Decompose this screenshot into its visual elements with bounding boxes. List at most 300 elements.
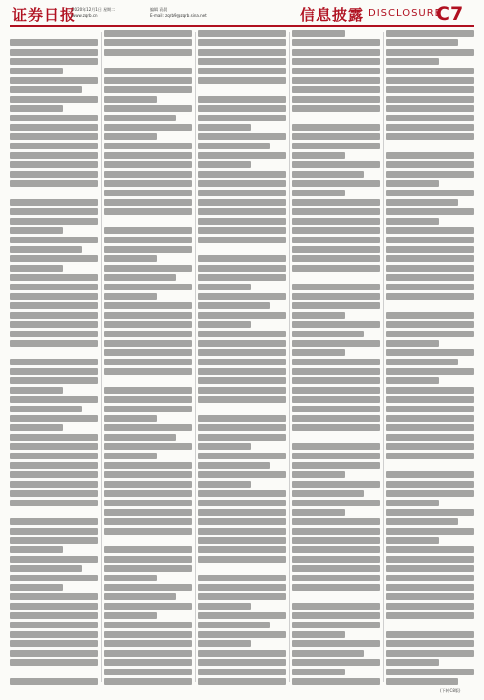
text-line (386, 528, 474, 535)
text-line (292, 471, 345, 478)
text-line (10, 274, 98, 281)
text-line (198, 77, 286, 84)
text-line (10, 143, 98, 150)
text-line (198, 340, 286, 347)
text-line (292, 368, 380, 375)
text-line (386, 246, 474, 253)
text-line (104, 396, 192, 403)
text-line (386, 77, 474, 84)
text-line (292, 406, 380, 413)
text-line (386, 565, 474, 572)
text-line (386, 105, 474, 112)
text-line (386, 659, 439, 666)
text-line (198, 575, 286, 582)
text-line (292, 68, 380, 75)
text-line (292, 575, 380, 582)
text-line (386, 302, 474, 309)
text-line (10, 434, 98, 441)
text-line (10, 490, 98, 497)
text-line (292, 500, 380, 507)
text-line (10, 518, 98, 525)
issue-date: 2020年12月1日 星期二 (72, 7, 116, 12)
text-line (10, 537, 98, 544)
text-line (104, 133, 157, 140)
text-line (104, 190, 192, 197)
text-line (198, 622, 270, 629)
text-line (292, 255, 380, 262)
text-line (104, 490, 192, 497)
text-line (104, 678, 192, 685)
text-line (292, 443, 380, 450)
text-line (386, 471, 474, 478)
text-line (386, 68, 474, 75)
text-column (198, 30, 286, 685)
text-line (104, 453, 157, 460)
text-line (10, 331, 98, 338)
text-line (198, 237, 286, 244)
column-divider (195, 32, 196, 682)
text-line (198, 265, 286, 272)
text-line (10, 208, 98, 215)
text-line (104, 171, 192, 178)
text-line (104, 650, 192, 657)
text-line (386, 133, 474, 140)
text-line (198, 161, 251, 168)
text-line (386, 509, 474, 516)
text-line (10, 471, 98, 478)
text-line (386, 331, 474, 338)
text-line (104, 593, 176, 600)
text-line (292, 180, 380, 187)
text-line (386, 124, 474, 131)
text-line (198, 274, 286, 281)
text-line (104, 96, 157, 103)
text-line (10, 133, 98, 140)
text-line (104, 349, 192, 356)
text-line (386, 58, 439, 65)
text-line (386, 208, 474, 215)
text-line (10, 227, 63, 234)
text-line (10, 528, 98, 535)
text-line (198, 39, 286, 46)
text-line (104, 77, 192, 84)
text-line (10, 161, 98, 168)
text-line (292, 312, 345, 319)
text-line (292, 415, 380, 422)
text-line (292, 218, 380, 225)
text-line (10, 453, 98, 460)
text-line (104, 68, 192, 75)
text-line (292, 509, 345, 516)
text-line (10, 246, 82, 253)
text-line (198, 115, 286, 122)
text-line (10, 481, 98, 488)
text-line (104, 124, 192, 131)
text-line (198, 471, 286, 478)
text-line (292, 293, 380, 300)
text-line (104, 180, 192, 187)
text-line (198, 406, 286, 413)
text-line (198, 331, 286, 338)
text-line (104, 368, 192, 375)
text-line (198, 302, 270, 309)
text-line (10, 546, 63, 553)
text-line (10, 293, 98, 300)
text-line (292, 124, 380, 131)
text-line (10, 39, 98, 46)
text-line (292, 584, 380, 591)
text-line (292, 105, 380, 112)
text-line (292, 265, 380, 272)
text-line (292, 518, 380, 525)
text-line (292, 603, 380, 610)
text-line (10, 612, 98, 619)
text-line (10, 115, 98, 122)
text-line (292, 612, 380, 619)
text-line (104, 331, 192, 338)
text-line (292, 669, 345, 676)
text-line (10, 68, 63, 75)
text-line (10, 58, 98, 65)
text-line (104, 387, 192, 394)
text-line (104, 284, 192, 291)
text-line (104, 415, 157, 422)
text-line (292, 152, 345, 159)
text-line (198, 321, 251, 328)
text-line (10, 218, 98, 225)
text-line (10, 500, 98, 507)
text-line (10, 124, 98, 131)
text-line (104, 528, 192, 535)
text-line (104, 631, 192, 638)
text-line (292, 556, 380, 563)
text-line (198, 133, 286, 140)
text-line (10, 96, 98, 103)
text-line (10, 424, 63, 431)
text-line (198, 359, 286, 366)
text-line (198, 434, 286, 441)
text-line (10, 593, 98, 600)
text-line (104, 612, 157, 619)
text-line (386, 86, 474, 93)
text-line (198, 368, 286, 375)
text-line (292, 659, 380, 666)
text-line (10, 415, 98, 422)
text-line (104, 218, 192, 225)
text-line (292, 490, 364, 497)
text-line (104, 622, 192, 629)
text-line (10, 86, 82, 93)
text-line (104, 669, 192, 676)
text-line (386, 115, 474, 122)
text-line (104, 575, 157, 582)
text-line (386, 199, 458, 206)
text-line (10, 105, 63, 112)
text-line (10, 631, 98, 638)
text-line (198, 284, 251, 291)
text-line (386, 603, 474, 610)
text-line (10, 584, 63, 591)
text-line (386, 255, 474, 262)
text-line (104, 312, 192, 319)
text-line (198, 68, 286, 75)
text-line (386, 481, 474, 488)
continued-note: (下转C8版) (440, 688, 461, 693)
text-line (386, 349, 474, 356)
text-line (386, 424, 474, 431)
text-line (198, 659, 286, 666)
text-line (386, 415, 474, 422)
text-line (386, 377, 439, 384)
text-line (386, 640, 474, 647)
text-line (198, 462, 270, 469)
text-line (386, 443, 474, 450)
text-line (386, 143, 474, 150)
text-line (198, 453, 286, 460)
text-line (10, 340, 98, 347)
text-line (198, 387, 286, 394)
text-line (292, 631, 345, 638)
text-line (386, 30, 474, 37)
text-line (104, 518, 192, 525)
text-line (198, 584, 286, 591)
text-line (198, 86, 286, 93)
text-line (292, 481, 380, 488)
text-line (386, 227, 474, 234)
text-line (292, 171, 364, 178)
text-line (10, 359, 98, 366)
text-line (292, 115, 380, 122)
text-line (10, 30, 98, 37)
text-line (292, 237, 380, 244)
text-line (104, 406, 192, 413)
text-line (386, 274, 474, 281)
text-line (292, 274, 380, 281)
text-line (198, 603, 251, 610)
text-line (198, 490, 286, 497)
text-line (198, 537, 286, 544)
text-line (198, 396, 286, 403)
text-line (386, 396, 474, 403)
text-line (10, 443, 98, 450)
text-line (198, 30, 286, 37)
text-line (386, 312, 474, 319)
text-line (198, 180, 286, 187)
text-line (104, 208, 192, 215)
text-line (386, 321, 474, 328)
text-line (10, 180, 98, 187)
article-columns (10, 30, 474, 685)
text-line (386, 406, 474, 413)
text-line (104, 199, 192, 206)
text-line (10, 556, 98, 563)
text-line (292, 377, 380, 384)
text-line (104, 237, 192, 244)
text-line (198, 124, 251, 131)
text-line (386, 490, 474, 497)
text-line (386, 190, 474, 197)
text-line (10, 669, 98, 676)
text-line (292, 453, 380, 460)
text-line (198, 650, 286, 657)
text-line (104, 359, 192, 366)
text-line (10, 575, 98, 582)
text-line (386, 462, 474, 469)
text-line (386, 387, 474, 394)
text-line (292, 387, 380, 394)
column-divider (383, 32, 384, 682)
text-line (104, 152, 192, 159)
text-line (10, 302, 98, 309)
text-line (104, 377, 192, 384)
text-line (104, 255, 157, 262)
text-line (292, 537, 380, 544)
text-line (104, 246, 192, 253)
text-line (386, 96, 474, 103)
text-line (198, 218, 286, 225)
text-line (292, 133, 380, 140)
text-line (10, 622, 98, 629)
text-line (292, 593, 380, 600)
text-line (198, 546, 286, 553)
column-divider (289, 32, 290, 682)
text-line (198, 593, 286, 600)
text-line (10, 265, 63, 272)
text-line (386, 152, 474, 159)
text-line (292, 650, 364, 657)
text-line (10, 509, 98, 516)
text-line (386, 631, 474, 638)
text-line (10, 678, 98, 685)
text-line (292, 359, 380, 366)
text-line (10, 396, 98, 403)
email: E-mail: zqrb9@zqrb.sina.net (150, 13, 207, 18)
text-line (292, 96, 380, 103)
text-line (292, 302, 380, 309)
text-line (292, 199, 380, 206)
text-line (10, 640, 98, 647)
text-line (386, 284, 474, 291)
text-line (292, 30, 345, 37)
text-line (198, 481, 251, 488)
text-line (198, 640, 251, 647)
text-line (198, 171, 286, 178)
text-line (10, 255, 98, 262)
text-line (198, 377, 286, 384)
text-line (386, 622, 474, 629)
text-line (386, 161, 474, 168)
text-line (386, 368, 474, 375)
page-number: C7 (436, 3, 464, 25)
website: www.zqrb.cn (72, 13, 98, 18)
text-line (104, 434, 176, 441)
text-line (386, 669, 474, 676)
text-line (292, 434, 380, 441)
text-line (104, 86, 192, 93)
text-line (292, 86, 380, 93)
text-line (198, 255, 286, 262)
text-line (386, 518, 458, 525)
text-line (386, 49, 474, 56)
text-line (198, 143, 270, 150)
text-line (386, 575, 474, 582)
text-line (292, 396, 380, 403)
text-line (104, 500, 192, 507)
text-line (104, 424, 192, 431)
text-line (104, 471, 192, 478)
text-line (104, 58, 192, 65)
text-line (198, 678, 286, 685)
text-line (292, 565, 380, 572)
column-divider (101, 32, 102, 682)
text-line (292, 49, 380, 56)
text-line (292, 77, 380, 84)
text-line (198, 227, 286, 234)
text-line (198, 509, 286, 516)
text-line (386, 265, 474, 272)
text-line (104, 509, 192, 516)
text-line (10, 650, 98, 657)
text-line (10, 406, 82, 413)
text-line (292, 640, 380, 647)
text-line (292, 349, 345, 356)
text-line (292, 58, 380, 65)
text-line (386, 556, 474, 563)
text-line (198, 528, 286, 535)
text-line (386, 39, 458, 46)
text-line (104, 603, 192, 610)
text-line (104, 321, 192, 328)
text-line (292, 622, 380, 629)
text-line (292, 284, 380, 291)
text-line (10, 171, 98, 178)
text-line (198, 49, 286, 56)
text-line (198, 565, 286, 572)
text-line (292, 546, 380, 553)
text-line (104, 659, 192, 666)
text-line (104, 105, 192, 112)
text-line (292, 331, 364, 338)
text-line (386, 293, 474, 300)
text-line (386, 359, 458, 366)
section-subtitle: DISCLOSURE (368, 8, 442, 19)
text-line (386, 180, 439, 187)
text-line (292, 246, 380, 253)
text-line (198, 669, 286, 676)
text-line (292, 424, 380, 431)
text-line (198, 612, 286, 619)
text-line (386, 434, 474, 441)
text-line (386, 500, 439, 507)
text-line (10, 321, 98, 328)
text-line (10, 199, 98, 206)
text-line (10, 387, 63, 394)
text-line (292, 340, 380, 347)
text-line (104, 565, 192, 572)
text-line (292, 143, 380, 150)
text-line (10, 603, 98, 610)
text-line (198, 246, 286, 253)
text-line (104, 340, 192, 347)
header-rule (10, 25, 474, 27)
text-line (104, 302, 192, 309)
text-line (104, 115, 176, 122)
text-column (292, 30, 380, 685)
text-line (292, 528, 380, 535)
text-line (104, 274, 176, 281)
text-line (386, 593, 474, 600)
text-line (198, 443, 251, 450)
